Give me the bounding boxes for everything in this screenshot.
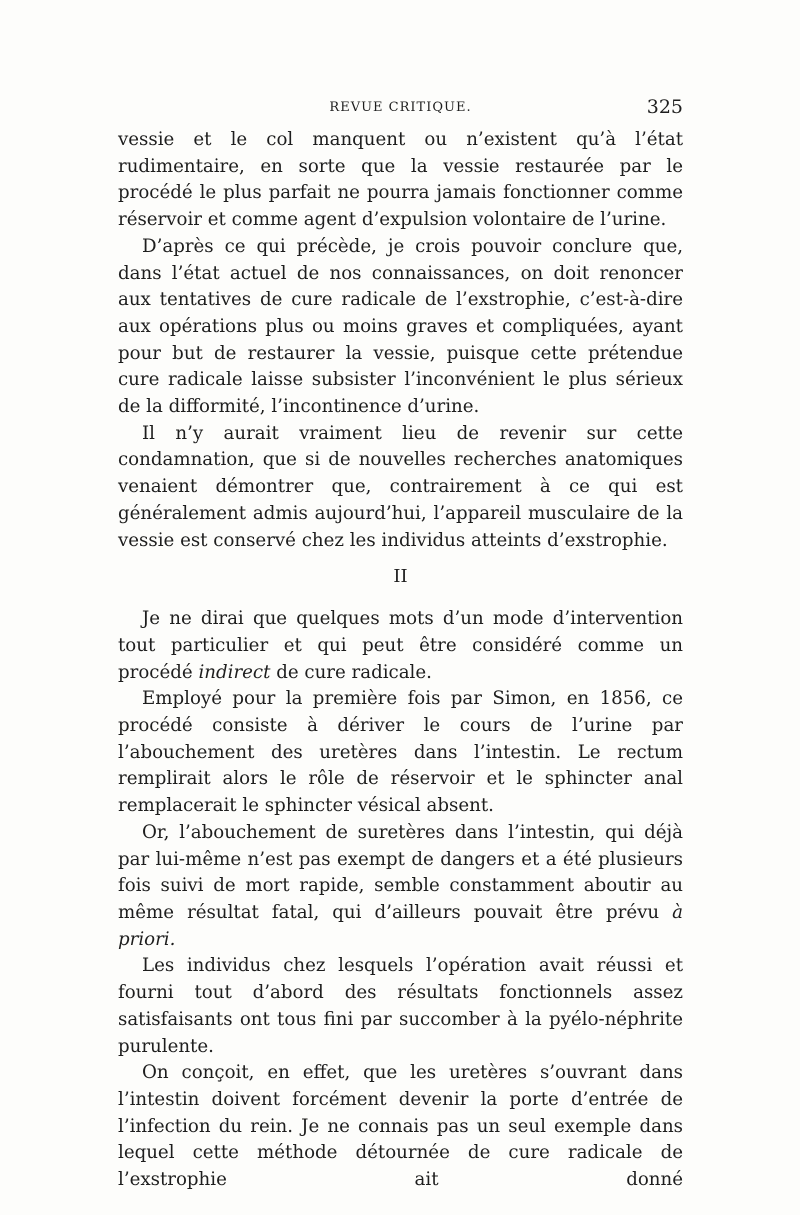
italic-term: à priori. bbox=[118, 901, 683, 950]
paragraph-outcomes: Les individus chez lesquels l’opération avait réussi et fourni tout d’abord des résultats fonctionnels assez satisfaisants ont tous fini par succomber à la pyélo-néphrite purulente. bbox=[118, 955, 683, 1057]
paragraph-indirect-procedure bbox=[118, 606, 683, 686]
running-head bbox=[118, 96, 683, 122]
paragraph-continuation: vessie et le col manquent ou n’existent qu’à l’état rudimentaire, en sorte que la vessie restaurée par le procédé le plus parfait ne pourra jamais fonctionner comme réservoir et comme agent d’expulsion volontaire de l’urine. bbox=[118, 129, 683, 231]
paragraph-condemnation: Il n’y aurait vraiment lieu de revenir sur cette condamnation, que si de nouvelles recherches anatomiques venaient démontrer que, contrairement à ce qui est généralement admis aujourd’hui, l’appareil musculaire de la vessie est conservé chez les individus atteints d’exstrophie. bbox=[118, 422, 683, 551]
text-span: de cure radicale. bbox=[276, 661, 432, 683]
running-title: REVUE CRITIQUE. bbox=[329, 100, 472, 115]
paragraph-infection: On conçoit, en effet, que les uretères s’ouvrant dans l’intestin doivent forcément devenir la porte d’entrée de l’infection du rein. Je ne connais pas un seul exemple dans lequel cette méthode détournée de cure radicale de l’exstrophie ait donné bbox=[118, 1062, 683, 1191]
page-number: 325 bbox=[646, 96, 683, 118]
paragraph-fatal-result bbox=[118, 820, 683, 954]
text-span: Or, l’abouchement de suretères dans l’intestin, qui déjà par lui-même n’est pas exempt de dangers et a été plusieurs fois suivi de mort rapide, semble constamment aboutir au même résultat fatal, qui d’ailleurs pouvait être prévu bbox=[118, 821, 683, 923]
italic-term: indirect bbox=[198, 661, 271, 683]
body-text bbox=[118, 127, 683, 1194]
paragraph-simon-procedure: Employé pour la première fois par Simon, en 1856, ce procédé consiste à dériver le cours de l’urine par l’abouchement des uretères dans l’intestin. Le rectum remplirait alors le rôle de réservoir et le sphincter anal remplacerait le sphincter vésical absent. bbox=[118, 688, 683, 817]
text-span: Je ne dirai que quelques mots d’un mode d’intervention tout particulier et qui peut être considéré comme un procédé bbox=[118, 608, 683, 683]
paragraph-conclusion: D’après ce qui précède, je crois pouvoir conclure que, dans l’état actuel de nos connaissances, on doit renoncer aux tentatives de cure radicale de l’exstrophie, c’est-à-dire aux opérations plus ou moins graves et compliquées, ayant pour but de restaurer la vessie, puisque cette prétendue cure radicale laisse subsister l’inconvénient le plus sérieux de la difformité, l’incontinence d’urine. bbox=[118, 235, 683, 418]
section-numeral: II bbox=[393, 566, 408, 588]
